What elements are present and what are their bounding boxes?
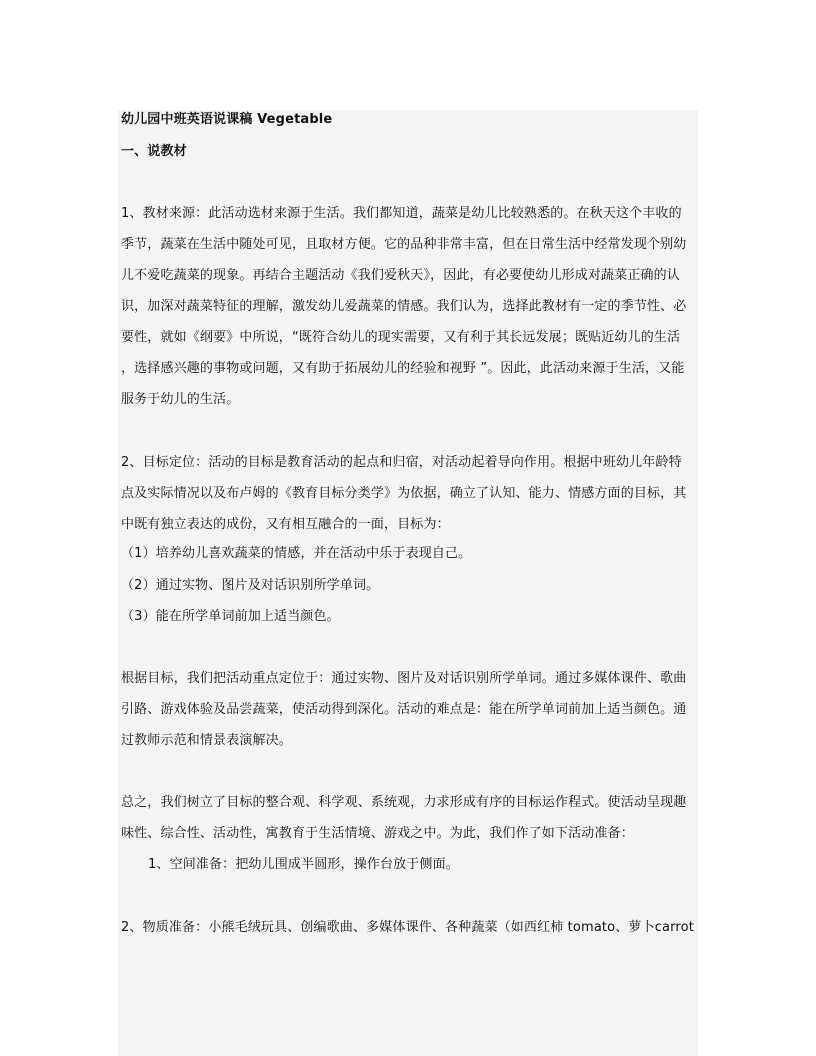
paragraph-line: 服务于幼儿的生活。 [121, 392, 240, 407]
goal-item: （2）通过实物、图片及对话识别所学单词。 [121, 578, 380, 593]
paragraph-line: 引路、游戏体验及品尝蔬菜，使活动得到深化。活动的难点是：能在所学单词前加上适当颜色。通 [121, 702, 687, 717]
paragraph-line: 要性，就如《纲要》中所说，“既符合幼儿的现实需要，又有利于其长远发展；既贴近幼儿的生活 [121, 330, 681, 345]
paragraph-line: 儿不爱吃蔬菜的现象。再结合主题活动《我们爱秋天》，因此，有必要使幼儿形成对蔬菜正确的认 [121, 268, 680, 283]
paragraph-line: 2、目标定位：活动的目标是教育活动的起点和归宿，对活动起着导向作用。根据中班幼儿年龄特 [121, 455, 682, 470]
paragraph-line: 点及实际情况以及布卢姆的《教育目标分类学》为依据，确立了认知、能力、情感方面的目标，其 [121, 486, 687, 501]
paragraph-line: 中既有独立表达的成份，又有相互融合的一面，目标为： [121, 517, 450, 532]
paragraph-line: 识，加深对蔬菜特征的理解，激发幼儿爱蔬菜的情感。我们认为，选择此教材有一定的季节性、必 [121, 299, 687, 314]
paragraph-line: ，选择感兴趣的事物或问题，又有助于拓展幼儿的经验和视野 ”。因此，此活动来源于生活，又能 [121, 361, 685, 376]
paragraph-line: 根据目标，我们把活动重点定位于：通过实物、图片及对话识别所学单词。通过多媒体课件、歌曲 [121, 671, 687, 686]
preparation-item: 1、空间准备：把幼儿围成半圆形，操作台放于侧面。 [148, 857, 459, 872]
paragraph-line: 1、教材来源：此活动选材来源于生活。我们都知道，蔬菜是幼儿比较熟悉的。在秋天这个丰收的 [121, 206, 682, 221]
section-heading: 一、说教材 [121, 144, 187, 159]
paragraph-line: 总之，我们树立了目标的整合观、科学观、系统观，力求形成有序的目标运作程式。使活动呈现趣 [121, 795, 687, 810]
goal-item: （3）能在所学单词前加上适当颜色。 [121, 609, 340, 624]
paragraph-line: 过教师示范和情景表演解决。 [121, 733, 292, 748]
goal-item: （1）培养幼儿喜欢蔬菜的情感，并在活动中乐于表现自己。 [121, 546, 472, 561]
paragraph-line: 味性、综合性、活动性，寓教育于生活情境、游戏之中。为此，我们作了如下活动准备： [121, 826, 634, 841]
document-title: 幼儿园中班英语说课稿 Vegetable [121, 112, 333, 127]
preparation-item: 2、物质准备：小熊毛绒玩具、创编歌曲、多媒体课件、各种蔬菜（如西红柿 tomato、萝卜carrot [121, 920, 694, 935]
paragraph-line: 季节，蔬菜在生活中随处可见，且取材方便。它的品种非常丰富，但在日常生活中经常发现个别幼 [121, 237, 687, 252]
